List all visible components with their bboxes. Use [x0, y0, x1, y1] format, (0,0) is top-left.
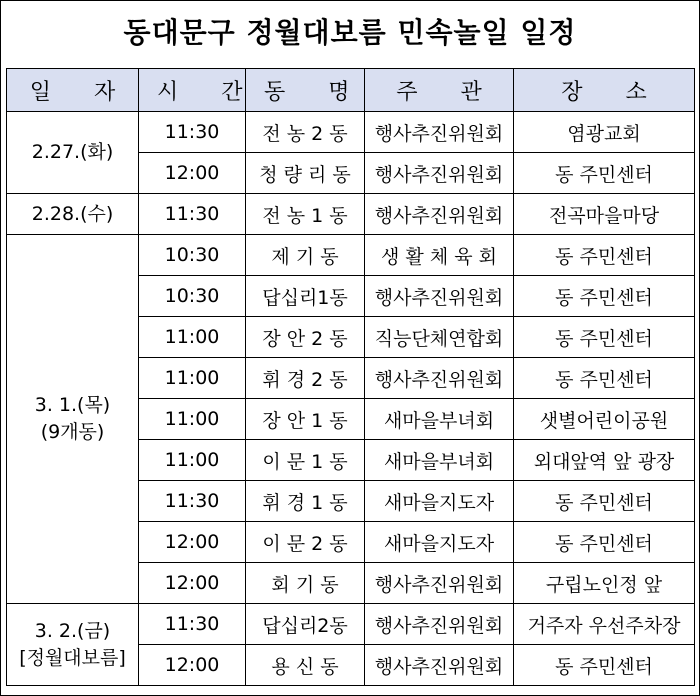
date-note: (9개동) — [40, 421, 105, 443]
header-host: 주 관 — [365, 69, 514, 112]
time-cell: 12:00 — [139, 522, 246, 563]
date-label: 3. 2.(금) — [34, 619, 111, 642]
place-cell: 샛별어린이공원 — [514, 399, 695, 440]
place-cell: 염광교회 — [514, 112, 695, 153]
host-cell: 행사추진위원회 — [365, 358, 514, 399]
header-date: 일 자 — [7, 69, 139, 112]
time-cell: 11:30 — [139, 481, 246, 522]
page-title: 동대문구 정월대보름 민속놀일 일정 — [123, 16, 577, 49]
dong-cell: 답십리2동 — [246, 604, 365, 645]
dong-cell: 제 기 동 — [246, 235, 365, 276]
table-row — [7, 604, 695, 645]
host-cell: 행사추진위원회 — [365, 112, 514, 153]
place-cell: 동 주민센터 — [514, 276, 695, 317]
dong-cell: 회 기 동 — [246, 563, 365, 604]
date-label: 3. 1.(목) — [34, 394, 111, 416]
host-cell: 새마을지도자 — [365, 481, 514, 522]
header-place: 장 소 — [514, 69, 695, 112]
table-row — [7, 112, 695, 153]
dong-cell: 휘 경 2 동 — [246, 358, 365, 399]
time-cell: 12:00 — [139, 153, 246, 194]
host-cell: 행사추진위원회 — [365, 194, 514, 235]
place-cell: 동 주민센터 — [514, 317, 695, 358]
date-label: 2.27.(화) — [31, 141, 114, 163]
dong-cell: 장 안 2 동 — [246, 317, 365, 358]
host-cell: 새마을지도자 — [365, 522, 514, 563]
time-cell: 11:30 — [139, 112, 246, 153]
dong-cell: 이 문 1 동 — [246, 440, 365, 481]
date-cell — [7, 194, 139, 235]
dong-cell: 용 신 동 — [246, 645, 365, 686]
date-cell — [7, 604, 139, 686]
table-row — [7, 194, 695, 235]
header-row — [7, 69, 695, 112]
date-cell — [7, 235, 139, 604]
place-cell: 동 주민센터 — [514, 522, 695, 563]
header-dong: 동 명 — [246, 69, 365, 112]
time-cell: 11:00 — [139, 440, 246, 481]
host-cell: 새마을부녀회 — [365, 440, 514, 481]
time-cell: 12:00 — [139, 645, 246, 686]
time-cell: 11:00 — [139, 399, 246, 440]
place-cell: 동 주민센터 — [514, 235, 695, 276]
schedule-table — [6, 68, 695, 686]
date-note: [정월대보름] — [19, 646, 126, 669]
schedule-body — [7, 112, 695, 686]
host-cell: 생 활 체 육 회 — [365, 235, 514, 276]
dong-cell: 이 문 2 동 — [246, 522, 365, 563]
place-cell: 구립노인정 앞 — [514, 563, 695, 604]
place-cell: 전곡마을마당 — [514, 194, 695, 235]
dong-cell: 전 농 1 동 — [246, 194, 365, 235]
dong-cell: 장 안 1 동 — [246, 399, 365, 440]
dong-cell: 청 량 리 동 — [246, 153, 365, 194]
place-cell: 거주자 우선주차장 — [514, 604, 695, 645]
host-cell: 행사추진위원회 — [365, 563, 514, 604]
date-cell — [7, 112, 139, 194]
place-cell: 동 주민센터 — [514, 481, 695, 522]
place-cell: 동 주민센터 — [514, 153, 695, 194]
host-cell: 행사추진위원회 — [365, 604, 514, 645]
place-cell: 외대앞역 앞 광장 — [514, 440, 695, 481]
time-cell: 10:30 — [139, 235, 246, 276]
place-cell: 동 주민센터 — [514, 645, 695, 686]
host-cell: 직능단체연합회 — [365, 317, 514, 358]
host-cell: 행사추진위원회 — [365, 153, 514, 194]
host-cell: 새마을부녀회 — [365, 399, 514, 440]
time-cell: 11:00 — [139, 358, 246, 399]
place-cell: 동 주민센터 — [514, 358, 695, 399]
time-cell: 10:30 — [139, 276, 246, 317]
host-cell: 행사추진위원회 — [365, 276, 514, 317]
host-cell: 행사추진위원회 — [365, 645, 514, 686]
time-cell: 12:00 — [139, 563, 246, 604]
time-cell: 11:00 — [139, 317, 246, 358]
dong-cell: 답십리1동 — [246, 276, 365, 317]
time-cell: 11:30 — [139, 604, 246, 645]
dong-cell: 전 농 2 동 — [246, 112, 365, 153]
date-label: 2.28.(수) — [31, 202, 114, 225]
table-row — [7, 235, 695, 276]
dong-cell: 휘 경 1 동 — [246, 481, 365, 522]
time-cell: 11:30 — [139, 194, 246, 235]
header-time: 시 간 — [139, 69, 246, 112]
